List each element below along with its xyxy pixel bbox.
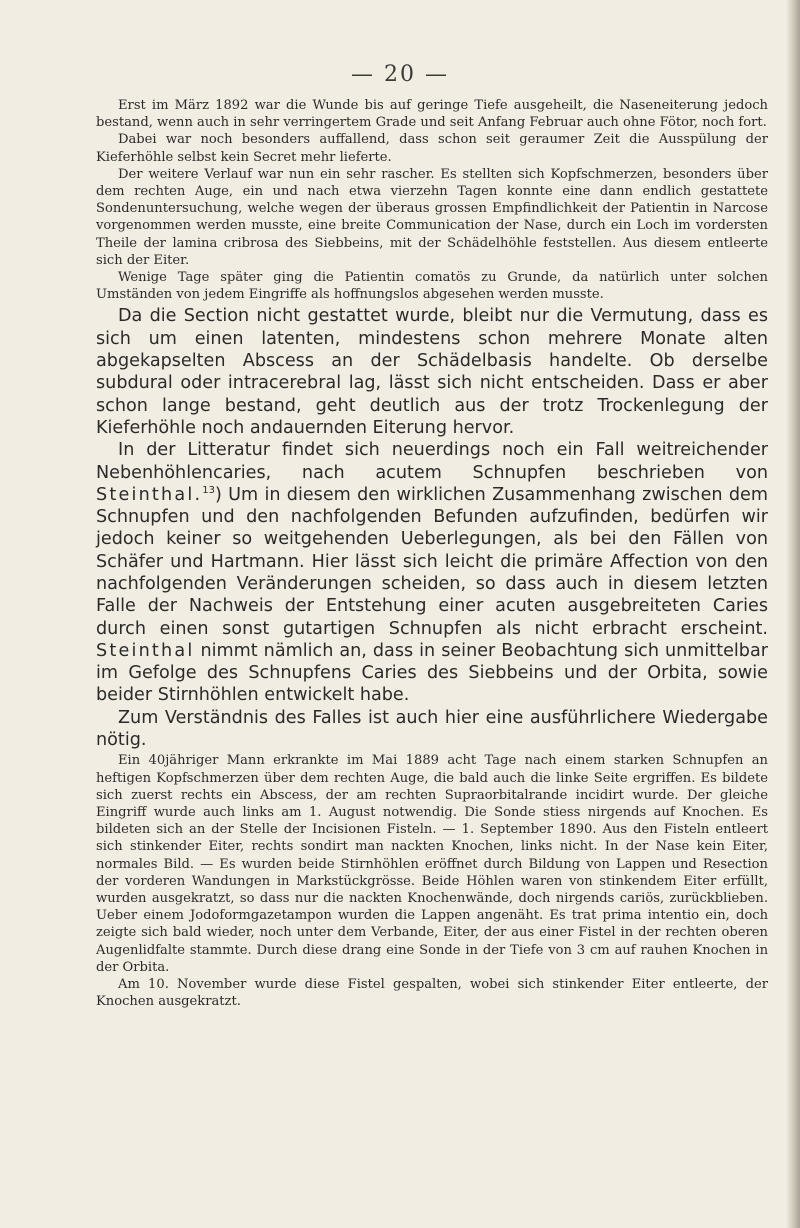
paragraph: Dabei war noch besonders auffallend, dass schon seit geraumer Zeit die Ausspülung der Kieferhöhle selbst kein Secret mehr lieferte. [96,132,768,165]
intro-section [96,97,768,303]
author-name: Hartmann. [210,551,305,572]
author-name: Schäfer [96,551,164,572]
paragraph: Zum Verständnis des Falles ist auch hier eine ausführlichere Wiedergabe nötig. [96,707,768,751]
paragraph: Da die Section nicht gestattet wurde, bleibt nur die Vermutung, dass es sich um einen latenten, mindestens schon mehrere Monate alten abgekapselten Abscess an der Schädelbasis handelte. Ob derselbe subdural oder intracerebral lag, lässt sich nicht entscheiden. Dass er aber schon lange bestand, geht deutlich aus der trotz Trockenlegung der Kieferhöhle noch andauernden Eiterung hervor. [96,306,768,438]
page-edge [786,0,800,1228]
text: ) Um in diesem den wirklichen Zusammenhang zwischen dem Schnupfen und den nachfolgenden Befunden aufzufinden, bedürfen wir jedoch keiner so weitgehenden Ueberlegungen, als bei den Fällen von [96,484,768,550]
text: und [163,551,211,572]
page-body [96,60,768,1010]
main-section [96,305,768,751]
paragraph: Der weitere Verlauf war nun ein sehr rascher. Es stellten sich Kopfschmerzen, besonders über dem rechten Auge, ein und nach etwa vierzehn Tagen konnte eine dann endlich gestattete Sondenuntersuchung, welche wegen der überaus grossen Empfindlichkeit der Patientin in Narcose vorgenommen werden musste, eine breite Communication der Nase, durch ein Loch im vordersten Theile der lamina cribrosa des Siebbeins, mit der Schädelhöhle feststellen. Aus diesem entleerte sich der Eiter. [96,166,768,268]
text: nimmt nämlich an, dass in seiner Beobachtung sich unmittelbar im Gefolge des Schnupfens Caries des Siebbeins und der Orbita, sowie beider Stirnhöhlen entwickelt habe. [96,640,768,706]
paragraph: Erst im März 1892 war die Wunde bis auf geringe Tiefe ausgeheilt, die Naseneiterung jedoch bestand, wenn auch in sehr verringertem Grade und seit Anfang Februar auch ohne Fötor, noch fort. [96,98,768,131]
footnote-ref: 13 [202,484,215,496]
paragraph: Wenige Tage später ging die Patientin comatös zu Grunde, da natürlich unter solchen Umständen von jedem Eingriffe als hoffnungslos abgesehen werden musste. [96,270,768,303]
case-section [96,752,768,1010]
paragraph [96,439,768,707]
text: In der Litteratur findet sich neuerdings noch ein Fall weitreichender Nebenhöhlencaries, nach acutem Schnupfen beschrieben von [96,440,768,483]
page-number: — 20 — [351,62,449,87]
author-name: Steinthal [96,640,195,661]
text: Hier lässt sich leicht die primäre Affection von den nachfolgenden Veränderungen scheiden, so dass auch in diesem letzten Falle der Nachweis der Entstehung einer acuten ausgebreiteten Caries durch einen sonst gutartigen Schnupfen als nicht erbracht erscheint. [96,551,768,639]
paragraph: Ein 40jähriger Mann erkrankte im Mai 1889 acht Tage nach einem starken Schnupfen an heftigen Kopfschmerzen über dem rechten Auge, die bald auch die linke Seite ergriffen. Es bildete sich zuerst rechts ein Abscess, der am rechten Supraorbitalrande incidirt wurde. Der gleiche Eingriff wurde auch links am 1. August notwendig. Die Sonde stiess nirgends auf Knochen. Es bildeten sich an der Stelle der Incisionen Fisteln. — 1. September 1890. Aus den Fisteln entleert sich stinkender Eiter, rechts sondirt man nackten Knochen, links nicht. In der Nase kein Eiter, normales Bild. — Es wurden beide Stirnhöhlen eröffnet durch Bildung von Lappen und Resection der vorderen Wandungen in Markstückgrösse. Beide Höhlen waren von stinkendem Eiter erfüllt, wurden ausgekratzt, so dass nur die nackten Knochenwände, doch nirgends cariös, zurückblieben. Ueber einem Jodoformgazetampon wurden die Lappen angenäht. Es trat prima intentio ein, doch zeigte sich bald wieder, noch unter dem Verbande, Eiter, der aus einer Fistel in der rechten oberen Augenlidfalte stammte. Durch diese drang eine Sonde in der Tiefe von 3 cm auf rauhen Knochen in der Orbita. [96,753,768,975]
paragraph: Am 10. November wurde diese Fistel gespalten, wobei sich stinkender Eiter entleerte, der Knochen ausgekratzt. [96,977,768,1010]
author-name: Steinthal. [96,484,203,505]
